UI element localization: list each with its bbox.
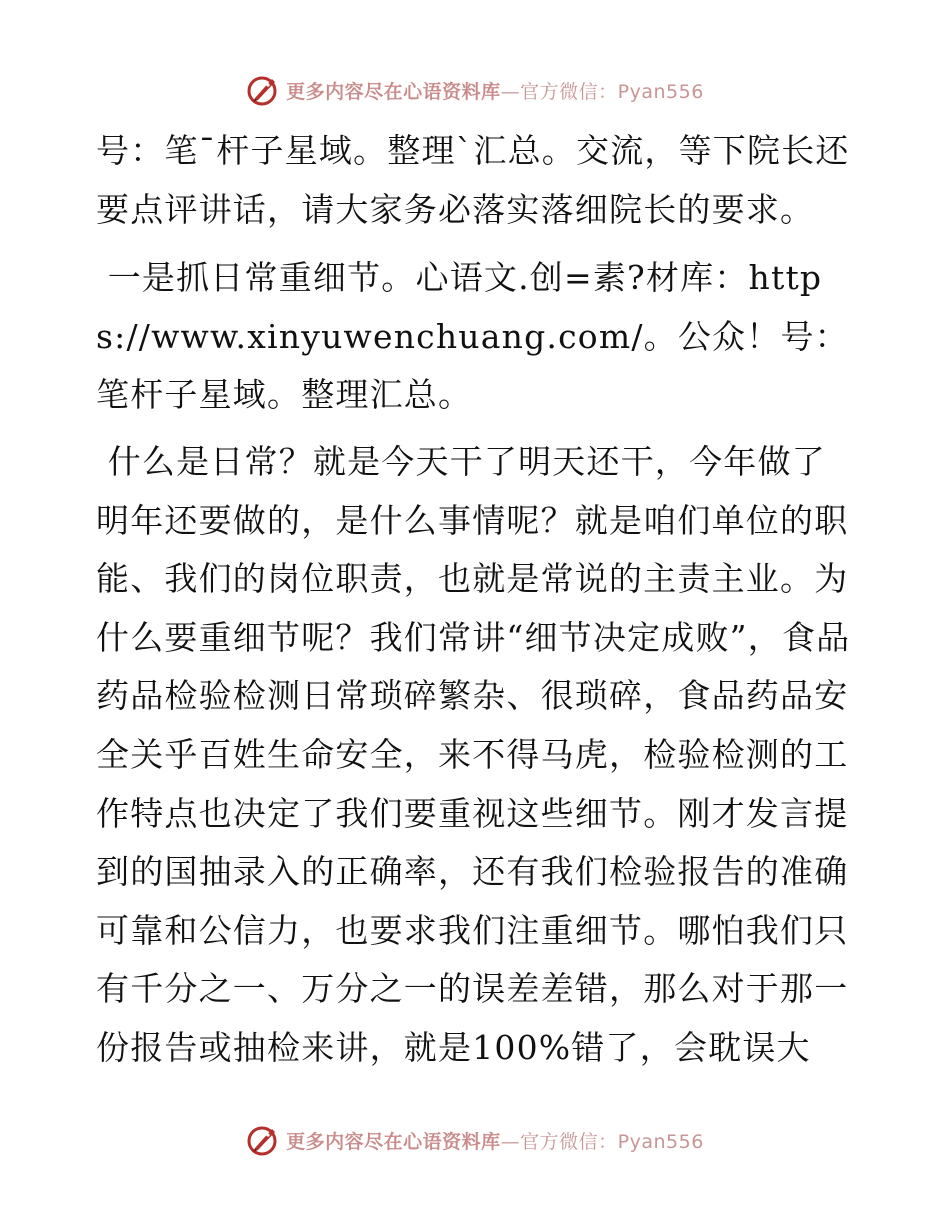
header-watermark-banner xyxy=(0,70,950,110)
header-watermark-text xyxy=(286,77,704,104)
footer-wechat-text: 官方微信：Pyan556 xyxy=(520,1130,704,1153)
header-site-text: 更多内容尽在心语资料库 xyxy=(286,80,501,103)
body-paragraph: 号：笔¯杆子星域。整理`汇总。交流，等下院长还要点评讲话，请大家务必落实落细院长的要求。 xyxy=(96,131,850,229)
footer-site-text: 更多内容尽在心语资料库 xyxy=(286,1130,501,1153)
body-paragraph: 什么是日常？就是今天干了明天还干，今年做了明年还要做的，是什么事情呢？就是咱们单位的职能、我们的岗位职责，也就是常说的主责主业。为什么要重细节呢？我们常讲“细节决定成败”，食品药品检验检测日常琐碎繁杂、很琐碎，食品药品安全关乎百姓生命安全，来不得马虎，检验检测的工作特点也决定了我们要重视这些细节。刚才发言提到的国抽录入的正确率，还有我们检验报告的准确可靠和公信力，也要求我们注重细节。哪怕我们只有千分之一、万分之一的误差差错，那么对于那一份报告或抽检来讲，就是100%错了，会耽误大 xyxy=(96,441,851,1067)
header-wechat-text: 官方微信：Pyan556 xyxy=(520,80,704,103)
header-dash: — xyxy=(500,80,521,103)
footer-watermark-banner xyxy=(0,1120,950,1160)
document-body xyxy=(96,122,856,1078)
body-paragraph: 一是抓日常重细节。心语文.创=素?材库：https://www.xinyuwenchuang.com/。公众！号：笔杆子星域。整理汇总。 xyxy=(96,258,849,415)
footer-watermark-text xyxy=(286,1127,704,1154)
pen-logo-icon xyxy=(246,73,280,107)
footer-dash: — xyxy=(500,1130,521,1153)
pen-logo-icon xyxy=(246,1123,280,1157)
